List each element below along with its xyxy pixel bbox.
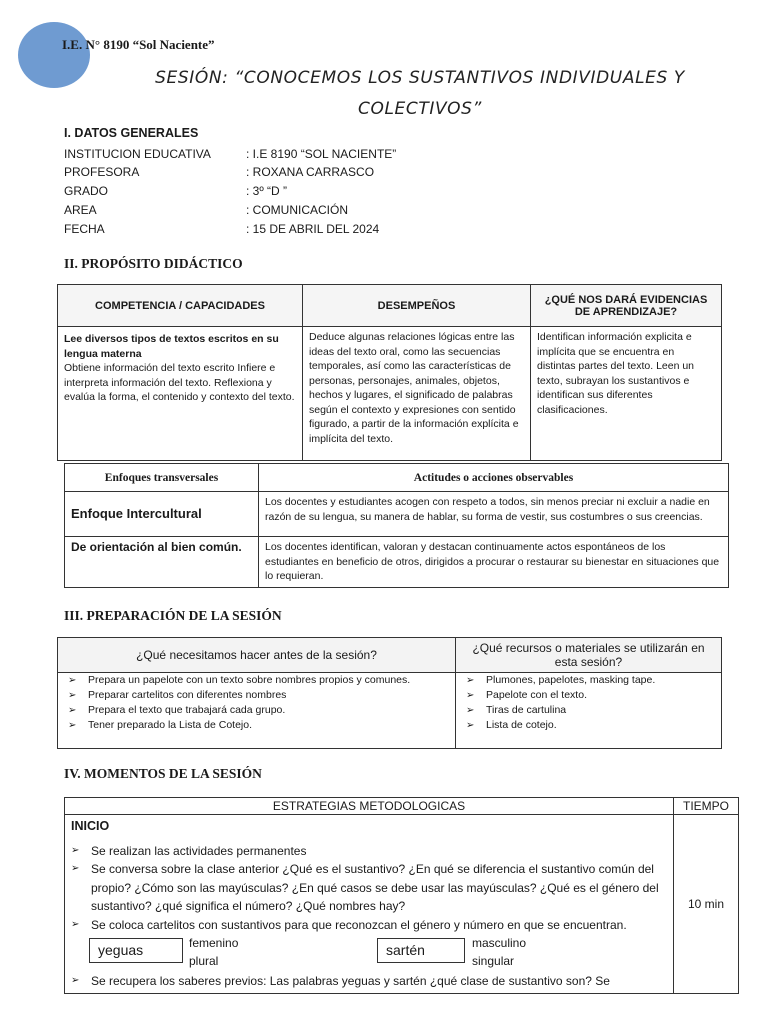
word-number: plural — [189, 954, 219, 968]
list-item: ➢ Lista de cotejo. — [466, 718, 715, 733]
datos-value: : 3º “D ” — [246, 184, 288, 198]
antes-cell — [58, 673, 456, 749]
enfoque-name: Enfoque Intercultural — [65, 492, 259, 537]
list-item: ➢ Se coloca cartelitos con sustantivos para que reconozcan el género y número en que se encuentran. — [71, 916, 667, 935]
list-item: ➢ Tener preparado la Lista de Cotejo. — [68, 718, 449, 733]
col-header-competencia: COMPETENCIA / CAPACIDADES — [58, 285, 303, 327]
datos-heading: I. DATOS GENERALES — [64, 126, 199, 140]
enfoque-text: Los docentes identifican, valoran y destacan continuamente actos espontáneos de los estudiantes en beneficio de otros, dirigidos a procurar o restaurar su bienestar en situaciones que lo requieran. — [259, 537, 729, 588]
list-item: ➢ Papelote con el texto. — [466, 688, 715, 703]
estrategias-header: ESTRATEGIAS METODOLOGICAS — [65, 798, 674, 815]
preparacion-heading: III. PREPARACIÓN DE LA SESIÓN — [64, 608, 282, 623]
datos-value: : ROXANA CARRASCO — [246, 165, 375, 179]
enfoques-header: Enfoques transversales — [65, 464, 259, 492]
list-item: ➢ Se conversa sobre la clase anterior ¿Qué es el sustantivo? ¿En qué se diferencia el sustantivo común del propio? ¿Cómo son las mayúsculas? ¿En qué casos se debe usar las mayúsculas? ¿Qué es el género del sustantivo? ¿qué significa el número? ¿Qué nombres hay? — [71, 860, 667, 916]
preparacion-table — [57, 637, 722, 749]
word-gender: femenino — [189, 936, 239, 950]
session-title-line1: SESIÓN: “CONOCEMOS LOS SUSTANTIVOS INDIVIDUALES Y — [155, 68, 685, 88]
word-card: sartén — [377, 938, 465, 963]
momentos-table — [64, 797, 739, 994]
tiempo-header: TIEMPO — [674, 798, 739, 815]
proposito-heading: II. PROPÓSITO DIDÁCTICO — [64, 256, 243, 271]
list-item: ➢ Preparar cartelitos con diferentes nombres — [68, 688, 449, 703]
word-card: yeguas — [89, 938, 183, 963]
list-item: ➢ Se realizan las actividades permanentes — [71, 842, 667, 861]
word-gender: masculino — [472, 936, 527, 950]
list-item: ➢ Se recupera los saberes previos: Las palabras yeguas y sartén ¿qué clase de sustantivo son? Se — [71, 972, 667, 991]
inicio-cell — [65, 815, 674, 994]
school-name: I.E. N° 8190 “Sol Naciente” — [62, 37, 215, 52]
col-header-evidencias: ¿QUÉ NOS DARÁ EVIDENCIAS DE APRENDIZAJE? — [531, 285, 722, 327]
momentos-heading: IV. MOMENTOS DE LA SESIÓN — [64, 766, 262, 781]
datos-label: GRADO — [64, 184, 109, 198]
enfoques-table — [64, 463, 729, 588]
word-number: singular — [472, 954, 515, 968]
datos-value: : COMUNICACIÓN — [246, 203, 348, 217]
datos-value: : 15 DE ABRIL DEL 2024 — [246, 222, 380, 236]
inicio-label: INICIO — [71, 819, 110, 833]
competencia-title: Lee diversos tipos de textos escritos en su lengua materna — [64, 333, 279, 360]
word-cards — [71, 934, 667, 972]
actitudes-header: Actitudes o acciones observables — [259, 464, 729, 492]
competencia-cell — [58, 327, 303, 461]
list-item: ➢ Plumones, papelotes, masking tape. — [466, 673, 715, 688]
antes-header: ¿Qué necesitamos hacer antes de la sesión? — [58, 638, 456, 673]
list-item: ➢ Tiras de cartulina — [466, 703, 715, 718]
evidencias-cell: Identifican información explicita e implícita que se encuentra en distintas partes del texto. Leen un texto, subrayan los sustantivos e identifican sus diferentes clasificaciones. — [531, 327, 722, 461]
enfoque-text: Los docentes y estudiantes acogen con respeto a todos, sin menos preciar ni excluir a nadie en razón de su lengua, su manera de hablar, su forma de vestir, sus costumbres o sus creencias. — [259, 492, 729, 537]
enfoque-name: De orientación al bien común. — [65, 537, 259, 588]
proposito-table — [57, 284, 722, 461]
list-item: ➢ Prepara el texto que trabajará cada grupo. — [68, 703, 449, 718]
logo-circle — [18, 22, 90, 88]
desempenos-cell: Deduce algunas relaciones lógicas entre las ideas del texto oral, como las secuencias temporales, así como las características de personas, personajes, animales, objetos, hechos y lugares, el significado de palabras según el contexto y expresiones con sentido figurado, a partir de la información explícita e implícita del texto. — [303, 327, 531, 461]
datos-label: AREA — [64, 203, 97, 217]
competencia-capacidades: Obtiene información del texto escrito Infiere e interpreta información del texto. Reflexiona y evalúa la forma, el contenido y contexto del texto. — [64, 362, 295, 403]
datos-value: : I.E 8190 “SOL NACIENTE” — [246, 147, 397, 161]
datos-label: PROFESORA — [64, 165, 140, 179]
session-title-line2: COLECTIVOS” — [358, 99, 482, 119]
datos-label: FECHA — [64, 222, 105, 236]
datos-label: INSTITUCION EDUCATIVA — [64, 147, 211, 161]
tiempo-cell: 10 min — [674, 815, 739, 994]
col-header-desempenos: DESEMPEÑOS — [303, 285, 531, 327]
recursos-header: ¿Qué recursos o materiales se utilizarán en esta sesión? — [456, 638, 722, 673]
recursos-cell — [456, 673, 722, 749]
list-item: ➢ Prepara un papelote con un texto sobre nombres propios y comunes. — [68, 673, 449, 688]
